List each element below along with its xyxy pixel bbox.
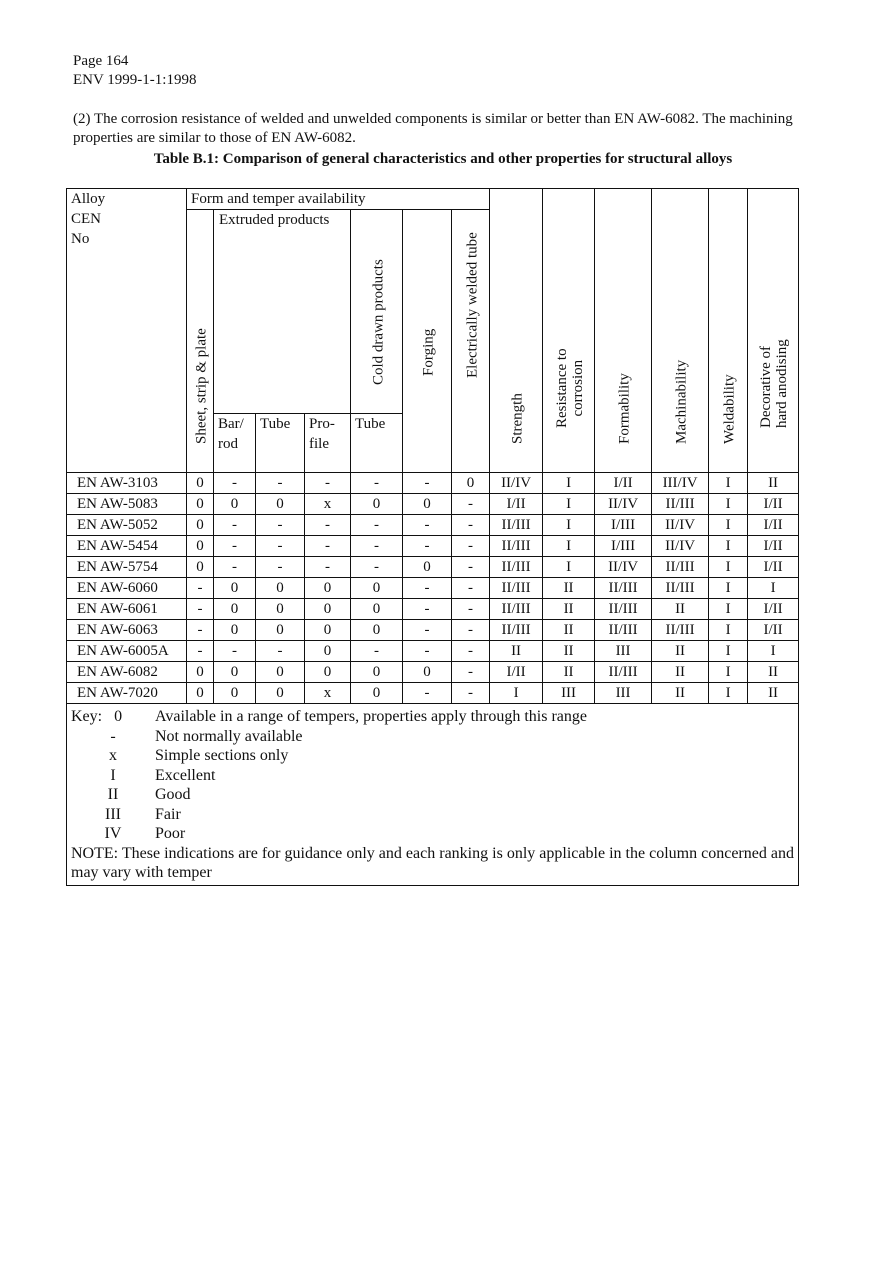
table-cell: - [351, 515, 403, 536]
alloy-name: EN AW-5754 [67, 557, 187, 578]
table-cell: II/IV [490, 473, 543, 494]
alloy-name: EN AW-6061 [67, 599, 187, 620]
key-meaning: Poor [155, 825, 186, 842]
table-cell: - [351, 536, 403, 557]
alloy-name: EN AW-6060 [67, 578, 187, 599]
table-cell: III/IV [652, 473, 709, 494]
table-cell: - [305, 557, 351, 578]
formability-header: Formability [595, 189, 652, 473]
table-row [67, 599, 799, 620]
alloy-name: EN AW-7020 [67, 683, 187, 704]
table-cell: - [256, 536, 305, 557]
forging-header: Forging [403, 210, 452, 473]
table-cell: I [709, 578, 748, 599]
table-cell: I/II [595, 473, 652, 494]
table-cell: 0 [351, 683, 403, 704]
table-cell: I/II [748, 599, 799, 620]
profile-subheader: Pro- file [305, 414, 351, 473]
table-cell: - [256, 557, 305, 578]
table-row [67, 494, 799, 515]
strength-header: Strength [490, 189, 543, 473]
sheet-header: Sheet, strip & plate [187, 210, 214, 473]
table-cell: II/IV [652, 515, 709, 536]
table-cell: I/III [595, 536, 652, 557]
cen-label: CEN [71, 211, 101, 227]
table-cell: 0 [256, 662, 305, 683]
key-symbol: IV [104, 825, 122, 842]
alloy-name: EN AW-6082 [67, 662, 187, 683]
table-cell: - [452, 494, 490, 515]
table-cell: I [709, 557, 748, 578]
table-cell: - [305, 536, 351, 557]
table-cell: x [305, 494, 351, 515]
table-cell: - [452, 515, 490, 536]
table-cell: I [543, 557, 595, 578]
table-cell: 0 [305, 641, 351, 662]
table-cell: - [403, 599, 452, 620]
table-cell: 0 [403, 662, 452, 683]
table-cell: - [452, 557, 490, 578]
key-item [71, 785, 794, 805]
table-cell: 0 [187, 683, 214, 704]
table-cell: II/III [595, 578, 652, 599]
barrod-subheader: Bar/ rod [214, 414, 256, 473]
table-cell: I [490, 683, 543, 704]
table-cell: - [214, 473, 256, 494]
table-cell: II/III [652, 620, 709, 641]
table-cell: I/II [748, 557, 799, 578]
key-symbol [71, 707, 155, 727]
standard-id: ENV 1999-1-1:1998 [73, 72, 197, 88]
table-cell: - [403, 683, 452, 704]
table-cell: I/III [595, 515, 652, 536]
table-cell: I/II [490, 662, 543, 683]
table-cell: II [748, 683, 799, 704]
key-item [71, 707, 794, 727]
table-cell: 0 [187, 515, 214, 536]
table-cell: - [403, 620, 452, 641]
table-cell: I/II [748, 494, 799, 515]
table-cell: 0 [351, 662, 403, 683]
key-box [66, 703, 799, 886]
table-cell: II/III [652, 578, 709, 599]
table-cell: - [214, 557, 256, 578]
table-cell: II/III [652, 557, 709, 578]
table-cell: II/IV [652, 536, 709, 557]
table-row [67, 578, 799, 599]
table-cell: I [709, 599, 748, 620]
table-cell: II [652, 599, 709, 620]
table-cell: I/II [748, 515, 799, 536]
table-cell: x [305, 683, 351, 704]
alloy-name: EN AW-3103 [67, 473, 187, 494]
table-cell: 0 [187, 494, 214, 515]
cold-tube-subheader: Tube [351, 414, 403, 473]
alloy-header [67, 189, 187, 473]
alloy-name: EN AW-5052 [67, 515, 187, 536]
table-cell: I [543, 536, 595, 557]
table-cell: II/III [595, 620, 652, 641]
table-cell: I [748, 641, 799, 662]
key-item [71, 824, 794, 844]
table-cell: II/III [490, 620, 543, 641]
table-cell: - [403, 578, 452, 599]
cold-drawn-header: Cold drawn products [351, 210, 403, 414]
alloy-comparison-table [66, 188, 799, 704]
table-cell: 0 [214, 494, 256, 515]
table-cell: 0 [256, 494, 305, 515]
table-cell: I [709, 641, 748, 662]
table-cell: - [187, 578, 214, 599]
table-cell: - [214, 641, 256, 662]
table-cell: 0 [305, 599, 351, 620]
table-row [67, 557, 799, 578]
table-cell: - [214, 536, 256, 557]
key-meaning: Excellent [155, 766, 216, 784]
table-cell: - [305, 473, 351, 494]
table-cell: - [403, 536, 452, 557]
table-cell: I [709, 662, 748, 683]
table-cell: I [543, 473, 595, 494]
table-cell: - [351, 473, 403, 494]
key-content [67, 703, 798, 885]
table-note: NOTE: These indications are for guidance only and each ranking is only applicable in the column concerned and may vary with temper [71, 844, 794, 881]
table-cell: I [748, 578, 799, 599]
key-meaning: Fair [155, 805, 181, 823]
table-cell: III [595, 641, 652, 662]
table-cell: - [187, 599, 214, 620]
table-cell: II [543, 599, 595, 620]
table-cell: 0 [256, 620, 305, 641]
key-item [71, 805, 794, 825]
table-row [67, 536, 799, 557]
table-cell: III [595, 683, 652, 704]
table-cell: - [452, 599, 490, 620]
table-row [67, 620, 799, 641]
decorative-header: Decorative of hard anodising [748, 189, 799, 473]
table-cell: - [305, 515, 351, 536]
alloy-name: EN AW-6063 [67, 620, 187, 641]
tube-subheader: Tube [256, 414, 305, 473]
table-cell: II/IV [595, 494, 652, 515]
alloy-name: EN AW-5454 [67, 536, 187, 557]
table-cell: II/III [652, 494, 709, 515]
key-symbol: x [109, 747, 117, 764]
table-cell: - [403, 641, 452, 662]
table-cell: II/III [595, 599, 652, 620]
table-cell: - [214, 515, 256, 536]
table-cell: 0 [256, 683, 305, 704]
table-cell: I [709, 515, 748, 536]
table-cell: - [256, 473, 305, 494]
table-cell: - [452, 536, 490, 557]
table-cell: - [452, 620, 490, 641]
table-cell: I [709, 494, 748, 515]
table-row [67, 641, 799, 662]
table-cell: I [709, 683, 748, 704]
table-cell: I [543, 494, 595, 515]
table-cell: - [256, 515, 305, 536]
table-cell: II [490, 641, 543, 662]
alloy-name: EN AW-5083 [67, 494, 187, 515]
intro-paragraph: (2) The corrosion resistance of welded and unwelded components is similar or better than EN AW-6082. The machining properties are similar to those of EN AW-6082. [73, 111, 793, 146]
machinability-header: Machinability [652, 189, 709, 473]
table-cell: 0 [351, 620, 403, 641]
table-cell: 0 [351, 599, 403, 620]
table-cell: II/IV [595, 557, 652, 578]
table-cell: 0 [351, 494, 403, 515]
page-number: Page 164 [73, 53, 129, 69]
table-cell: 0 [256, 578, 305, 599]
table-cell: - [452, 578, 490, 599]
table-cell: II [543, 641, 595, 662]
table-cell: II/III [595, 662, 652, 683]
key-item [71, 746, 794, 766]
key-meaning: Simple sections only [155, 747, 289, 764]
key-item [71, 727, 794, 747]
table-cell: II [748, 473, 799, 494]
table-cell: - [256, 641, 305, 662]
table-cell: 0 [187, 662, 214, 683]
table-cell: 0 [214, 578, 256, 599]
table-cell: II [748, 662, 799, 683]
table-cell: II/III [490, 599, 543, 620]
table-cell: 0 [305, 662, 351, 683]
table-cell: I [543, 515, 595, 536]
form-availability-header: Form and temper availability [187, 189, 490, 210]
table-cell: I/II [748, 620, 799, 641]
table-row [67, 515, 799, 536]
table-cell: 0 [403, 494, 452, 515]
table-cell: 0 [351, 578, 403, 599]
table-row [67, 473, 799, 494]
key-title: Key: [71, 708, 103, 725]
key-meaning: Available in a range of tempers, properties apply through this range [155, 708, 588, 725]
table-cell: - [351, 641, 403, 662]
table-cell: I [709, 536, 748, 557]
table-cell: II [652, 662, 709, 683]
table-cell: I/II [490, 494, 543, 515]
table-cell: 0 [452, 473, 490, 494]
table-cell: - [403, 515, 452, 536]
table-cell: - [187, 620, 214, 641]
table-cell: II [543, 578, 595, 599]
weldability-header: Weldability [709, 189, 748, 473]
key-symbol: - [110, 727, 116, 745]
table-cell: II/III [490, 515, 543, 536]
table-cell: II [652, 641, 709, 662]
key-symbol: III [105, 805, 121, 823]
table-cell: 0 [256, 599, 305, 620]
key-meaning: Good [155, 786, 191, 803]
table-cell: II/III [490, 557, 543, 578]
table-cell: 0 [214, 599, 256, 620]
table-cell: I [709, 620, 748, 641]
table-cell: 0 [214, 683, 256, 704]
table-cell: - [351, 557, 403, 578]
alloy-name: EN AW-6005A [67, 641, 187, 662]
table-cell: - [452, 662, 490, 683]
alloy-label: Alloy [71, 191, 106, 207]
no-label: No [71, 231, 90, 247]
table-cell: III [543, 683, 595, 704]
table-caption: Table B.1: Comparison of general characteristics and other properties for structural alloys [153, 151, 733, 167]
table-row [67, 662, 799, 683]
key-symbol: I [110, 766, 116, 784]
table-cell: 0 [187, 536, 214, 557]
table-cell: I [709, 473, 748, 494]
table-cell: - [187, 641, 214, 662]
table-cell: 0 [305, 578, 351, 599]
table-cell: II/III [490, 536, 543, 557]
table-cell: I/II [748, 536, 799, 557]
key-item [71, 766, 794, 786]
table-cell: II [543, 620, 595, 641]
table-row [67, 683, 799, 704]
table-cell: 0 [214, 620, 256, 641]
table-cell: 0 [187, 557, 214, 578]
table-cell: II [543, 662, 595, 683]
table-cell: II/III [490, 578, 543, 599]
extruded-header: Extruded products [214, 210, 351, 414]
corrosion-header: Resistance to corrosion [543, 189, 595, 473]
table-cell: - [452, 641, 490, 662]
key-symbol-value: 0 [114, 708, 123, 725]
table-cell: 0 [403, 557, 452, 578]
table-cell: - [403, 473, 452, 494]
table-cell: II [652, 683, 709, 704]
table-cell: 0 [214, 662, 256, 683]
table-cell: 0 [305, 620, 351, 641]
key-meaning: Not normally available [155, 727, 303, 745]
key-symbol: II [107, 786, 119, 803]
elec-welded-header: Electrically welded tube [452, 210, 490, 473]
table-cell: 0 [187, 473, 214, 494]
table-cell: - [452, 683, 490, 704]
